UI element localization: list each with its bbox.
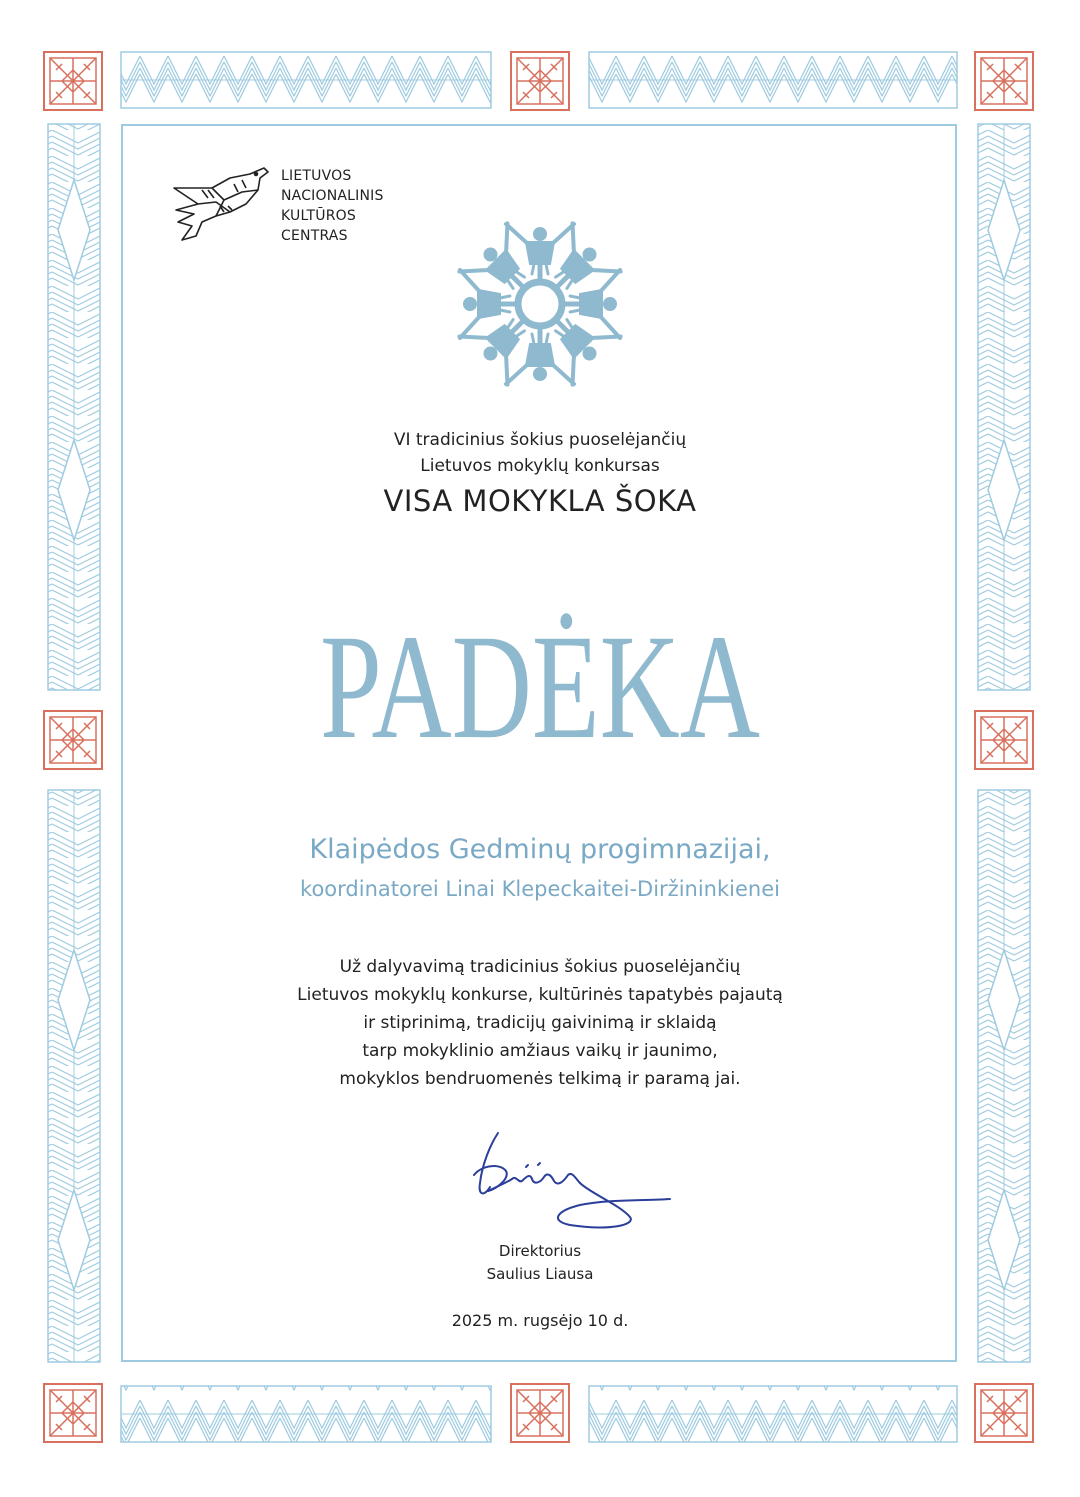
top-band-left [121, 52, 491, 108]
gratitude-line: tarp mokyklinio amžiaus vaikų ir jaunimo, [362, 1041, 718, 1061]
signatory-position: Direktorius [498, 1242, 582, 1260]
red-ornament-square [44, 1384, 102, 1442]
bottom-band-right [589, 1386, 957, 1442]
left-band-top [48, 124, 100, 690]
logo-line: NACIONALINIS [281, 188, 384, 204]
right-band-top [978, 124, 1030, 690]
red-ornament-square [511, 1384, 569, 1442]
signatory-name: Saulius Liausa [486, 1265, 594, 1283]
gratitude-line: Už dalyvavimą tradicinius šokius puoselėjančių [339, 957, 741, 977]
title-text: PADĖKA [320, 604, 760, 770]
gratitude-text [0, 953, 1080, 1093]
red-ornament-square [975, 1384, 1033, 1442]
red-ornament-square [44, 711, 102, 769]
red-ornament-square [511, 52, 569, 110]
bird-icon [172, 166, 272, 246]
contest-subtitle-line2: Lietuvos mokyklų konkursas [420, 456, 660, 476]
gratitude-line: Lietuvos mokyklų konkurse, kultūrinės tapatybės pajautą [297, 985, 783, 1005]
recipient-institution: Klaipėdos Gedminų progimnazijai, [309, 834, 771, 865]
logo-line: LIETUVOS [281, 168, 352, 184]
logo-line: KULTŪROS [281, 208, 356, 224]
red-ornament-square [975, 52, 1033, 110]
red-ornament-square [975, 711, 1033, 769]
gratitude-line: mokyklos bendruomenės telkimą ir paramą jai. [339, 1069, 741, 1089]
contest-subtitle-line1: VI tradicinius šokius puoselėjančių [393, 430, 687, 450]
bottom-band-left [121, 1386, 491, 1442]
page-title [300, 555, 780, 770]
red-ornament-square [44, 52, 102, 110]
organization-logo [172, 166, 412, 246]
top-band-right [589, 52, 957, 108]
contest-name: VISA MOKYKLA ŠOKA [383, 484, 697, 518]
signature [460, 1125, 680, 1240]
issue-date: 2025 m. rugsėjo 10 d. [451, 1311, 629, 1330]
logo-line: CENTRAS [281, 228, 348, 244]
recipient-coordinator: koordinatorei Linai Klepeckaitei-Diržininkienei [300, 877, 780, 901]
gratitude-line: ir stiprinimą, tradicijų gaivinimą ir sklaidą [363, 1013, 717, 1033]
dancers-emblem-icon [448, 212, 632, 396]
